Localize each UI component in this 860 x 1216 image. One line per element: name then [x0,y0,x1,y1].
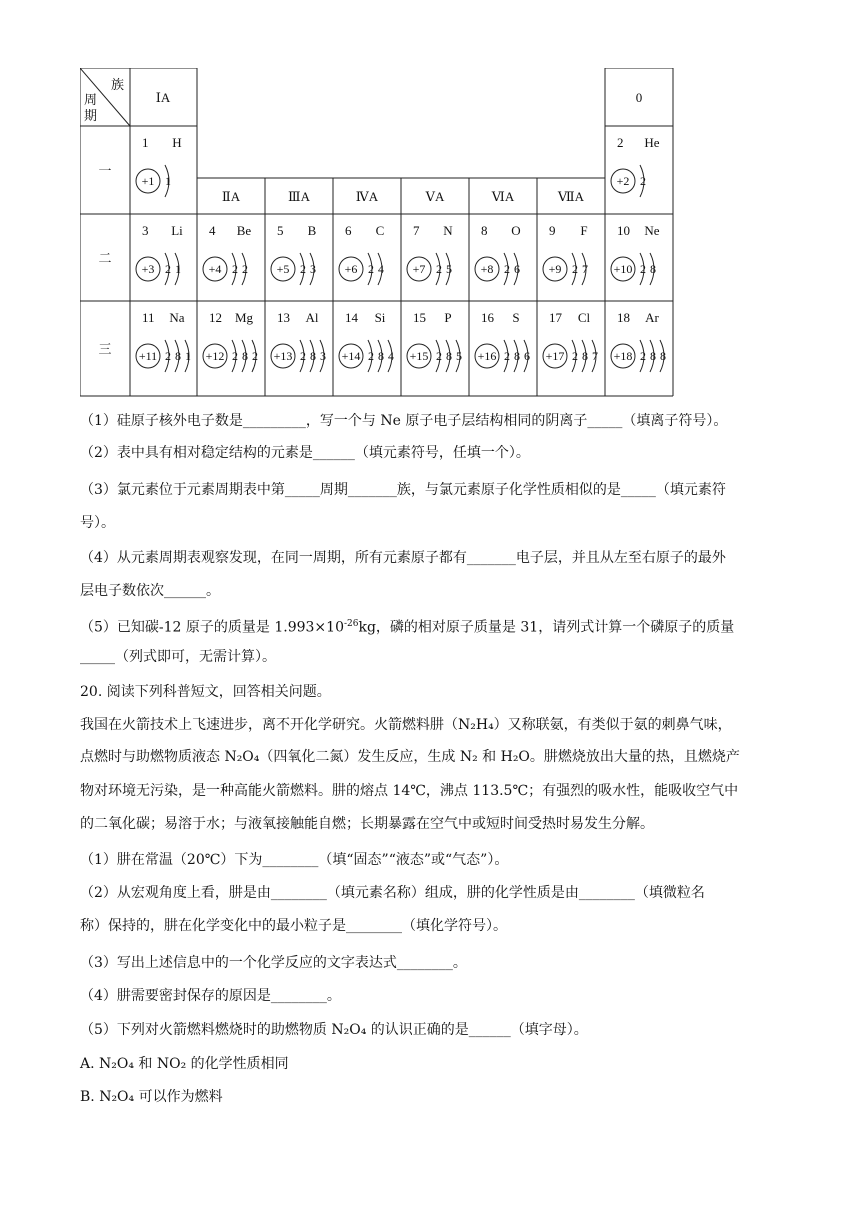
q20-title: 20. 阅读下列科普短文，回答相关问题。 [80,684,331,700]
q19-part4-line2: 层电子数依次______。 [80,583,220,599]
element-number: 12 [209,310,222,325]
element-number: 16 [481,310,494,325]
shell-electron-count: 2 [252,349,258,363]
shell-electron-count: 8 [650,349,656,363]
element-number: 1 [142,135,149,150]
nucleus-charge: +7 [412,262,426,276]
shell-electron-count: 8 [446,349,452,363]
nucleus-charge: +14 [341,349,361,363]
shell-electron-count: 2 [640,349,646,363]
q19-part3-line1: （3）氯元素位于元素周期表中第_____周期_______族，与氯元素原子化学性质相似的是_____（填元素符 [80,482,726,498]
element-symbol: Al [305,310,319,325]
periodic-table [80,68,680,403]
shell-electron-count: 4 [388,349,394,363]
element-number: 18 [617,310,630,325]
shell-electron-count: 2 [232,349,238,363]
nucleus-charge: +2 [616,174,630,188]
q19-part5-text: （5）已知碳-12 原子的质量是 1.993×10 [80,619,344,636]
shell-electron-count: 2 [232,262,238,276]
element-number: 6 [345,223,352,238]
group-header: ⅦA [557,189,585,204]
shell-electron-count: 2 [436,262,442,276]
shell-electron-count: 2 [368,349,374,363]
shell-electron-count: 5 [446,262,452,276]
q19-part2: （2）表中具有相对稳定结构的元素是______（填元素符号，任填一个）。 [80,445,530,461]
period-label: 三 [98,342,112,358]
shell-electron-count: 2 [300,349,306,363]
shell-electron-count: 8 [660,349,666,363]
corner-group-label: 族 [111,78,125,93]
group-header: ⅣA [355,189,379,204]
q20-part3: （3）写出上述信息中的一个化学反应的文字表达式________。 [80,955,467,971]
element-number: 9 [549,223,556,238]
shell-electron-count: 8 [242,349,248,363]
corner-period-label: 周 [84,93,98,108]
nucleus-charge: +1 [141,174,155,188]
element-number: 17 [549,310,562,325]
shell-electron-count: 6 [524,349,530,363]
shell-electron-count: 2 [572,262,578,276]
element-symbol: N [443,223,453,238]
shell-electron-count: 8 [378,349,384,363]
q20-para-line2: 点燃时与助燃物质液态 N₂O₄（四氧化二氮）发生反应，生成 N₂ 和 H₂O。肼燃烧放出大量的热，且燃烧产 [80,749,740,765]
shell-electron-count: 2 [300,262,306,276]
nucleus-charge: +17 [545,349,565,363]
nucleus-charge: +9 [548,262,562,276]
q20-part4: （4）肼需要密封保存的原因是________。 [80,988,341,1004]
element-number: 4 [209,223,216,238]
element-symbol: Be [236,223,252,238]
element-symbol: Ne [644,223,660,238]
nucleus-charge: +4 [208,262,222,276]
q19-part4-line1: （4）从元素周期表观察发现，在同一周期，所有元素原子都有_______电子层，并且从左至右原子的最外 [80,550,726,566]
q20-part1: （1）肼在常温（20℃）下为________（填“固态”“液态”或“气态”）。 [80,852,509,868]
element-number: 13 [277,310,290,325]
shell-electron-count: 4 [378,262,384,276]
shell-electron-count: 8 [650,262,656,276]
element-symbol: Na [169,310,185,325]
group-header: ⅠA [155,90,171,105]
nucleus-charge: +13 [273,349,293,363]
shell-electron-count: 8 [582,349,588,363]
shell-electron-count: 3 [310,262,316,276]
period-label: 一 [98,164,112,179]
shell-electron-count: 2 [165,262,171,276]
shell-electron-count: 2 [640,174,646,188]
q20-part2-line1: （2）从宏观角度上看，肼是由________（填元素名称）组成，肼的化学性质是由________（填微粒名 [80,885,705,901]
q20-para-line1: 我国在火箭技术上飞速进步，离不开化学研究。火箭燃料肼（N₂H₄）又称联氨，有类似于氨的刺鼻气味， [80,717,732,733]
nucleus-charge: +18 [613,349,633,363]
element-symbol: Mg [234,310,254,325]
shell-electron-count: 2 [436,349,442,363]
nucleus-charge: +3 [141,262,155,276]
shell-electron-count: 1 [165,174,171,188]
element-number: 5 [277,223,284,238]
q20-part5: （5）下列对火箭燃料燃烧时的助燃物质 N₂O₄ 的认识正确的是______（填字母）。 [80,1022,588,1038]
q19-part3-line2: 号）。 [80,515,115,531]
nucleus-charge: +11 [138,349,158,363]
element-symbol: Cl [577,310,591,325]
shell-electron-count: 8 [310,349,316,363]
shell-electron-count: 5 [456,349,462,363]
element-number: 14 [345,310,358,325]
period-label: 二 [98,251,112,267]
nucleus-charge: +8 [480,262,494,276]
shell-electron-count: 7 [582,262,588,276]
q19-part5-exponent: -26 [343,619,359,629]
element-symbol: He [644,135,660,150]
element-number: 11 [142,310,155,325]
element-symbol: O [511,223,521,238]
group-header: ⅢA [288,189,310,204]
shell-electron-count: 8 [514,349,520,363]
nucleus-charge: +12 [205,349,225,363]
shell-electron-count: 8 [175,349,181,363]
q19-part5-line2: _____（列式即可，无需计算）。 [80,649,276,665]
element-number: 3 [142,223,149,238]
q20-para-line3: 物对环境无污染，是一种高能火箭燃料。肼的熔点 14℃，沸点 113.5℃；有强烈的吸水性，能吸收空气中 [80,783,739,799]
element-symbol: H [172,135,182,150]
element-number: 8 [481,223,488,238]
nucleus-charge: +15 [409,349,429,363]
element-number: 7 [413,223,420,238]
element-number: 15 [413,310,426,325]
nucleus-charge: +10 [613,262,633,276]
q20-part2-line2: 称）保持的，肼在化学变化中的最小粒子是________（填化学符号）。 [80,918,507,934]
shell-electron-count: 2 [165,349,171,363]
shell-electron-count: 2 [572,349,578,363]
element-number: 10 [617,223,630,238]
group-header: ⅡA [221,189,241,204]
shell-electron-count: 2 [368,262,374,276]
group-header: 0 [635,90,643,105]
element-number: 2 [617,135,624,150]
element-symbol: B [307,223,317,238]
shell-electron-count: 6 [514,262,520,276]
shell-electron-count: 1 [185,349,191,363]
q19-part1: （1）硅原子核外电子数是_________，写一个与 Ne 原子电子层结构相同的阴离子_____（填离子符号）。 [80,413,728,429]
q20-option-b: B. N₂O₄ 可以作为燃料 [80,1089,223,1105]
element-symbol: Li [171,223,183,238]
element-symbol: S [512,310,520,325]
nucleus-charge: +5 [276,262,290,276]
q19-part5-text-cont: kg，磷的相对原子质量是 31，请列式计算一个磷原子的质量 [358,619,735,636]
q20-option-a: A. N₂O₄ 和 NO₂ 的化学性质相同 [80,1056,289,1072]
shell-electron-count: 1 [175,262,181,276]
nucleus-charge: +6 [344,262,358,276]
element-symbol: Ar [645,310,659,325]
element-symbol: P [444,310,452,325]
shell-electron-count: 2 [504,349,510,363]
element-symbol: C [375,223,385,238]
shell-electron-count: 3 [320,349,326,363]
element-symbol: F [580,223,588,238]
corner-period-label: 期 [84,109,98,124]
element-symbol: Si [374,310,386,325]
group-header: ⅥA [491,189,515,204]
shell-electron-count: 2 [504,262,510,276]
shell-electron-count: 2 [640,262,646,276]
q20-para-line4: 的二氧化碳；易溶于水；与液氧接触能自燃；长期暴露在空气中或短时间受热时易发生分解。 [80,816,654,832]
shell-electron-count: 2 [242,262,248,276]
group-header: ⅤA [425,189,445,204]
q19-part5-line1 [80,615,780,637]
shell-electron-count: 7 [592,349,598,363]
nucleus-charge: +16 [477,349,497,363]
